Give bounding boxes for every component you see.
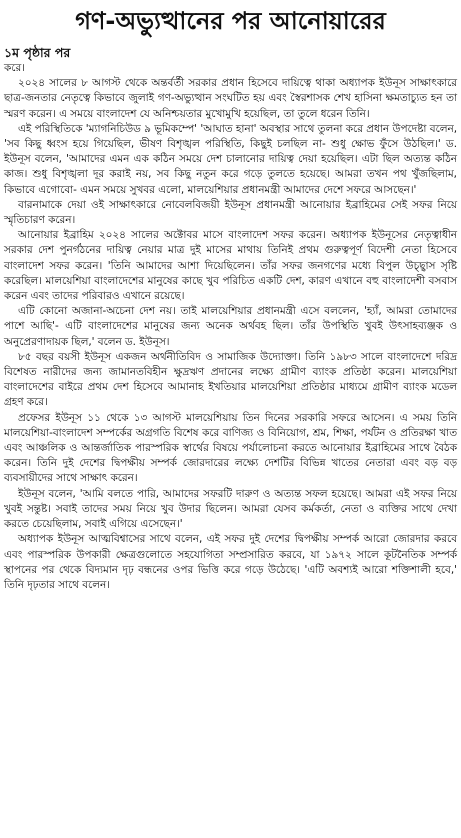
article-paragraph: আনোয়ার ইব্রাহিম ২০২৪ সালের অক্টোবর মাসে বাংলাদেশ সফর করেন। অধ্যাপক ইউনূসের নেতৃত্বাধীন সরকার দেশ পুনর্গঠনের দায়িত্ব নেয়ার মাত্র দুই মাসের মাথায় তিনিই প্রথম গুরুত্বপূর্ণ বিদেশী নেতা হিসেবে বাংলাদেশ সফর করেন। 'তিনি আমাদের আশা দিয়েছিলেন। তাঁর সফর জনগণের মধ্যে বিপুল উচ্ছ্বাস সৃষ্টি করেছিল। মালয়েশিয়া বাংলাদেশের মানুষের কাছে খুব পরিচিত একটি দেশ, কারণ এখানে বহু বাংলাদেশী বসবাস করেন এবং তাদের পরিবারও এখানে রয়েছে। xyxy=(4,229,457,303)
article-paragraph: করে। xyxy=(4,62,25,74)
article-body xyxy=(4,61,457,593)
article-paragraph: ২০২৪ সালের ৮ আগস্ট থেকে অন্তর্বর্তী সরকার প্রধান হিসেবে দায়িত্বে থাকা অধ্যাপক ইউনূস সাক্ষাৎকারে ছাত্র-জনতার নেতৃত্বে কিভাবে জুলাই গণ-অভ্যুত্থান সংঘটিত হয় এবং স্বৈরশাসক শেখ হাসিনা ক্ষমতাচ্যুত হন তা স্মরণ করেন। এ সময়ে বাংলাদেশ যে অনিশ্চয়তার মুখোমুখি হয়েছিল, তা তুলে ধরেন তিনি। xyxy=(4,77,457,120)
article-paragraph: বারনামাকে দেয়া ওই সাক্ষাৎকারে নোবেলবিজয়ী ইউনূস প্রধানমন্ত্রী আনোয়ার ইব্রাহিমের সেই সফর নিয়ে স্মৃতিচারণ করেন। xyxy=(4,198,457,227)
continued-from-label: ১ম পৃষ্ঠার পর xyxy=(4,45,71,60)
article-paragraph: ৮৫ বছর বয়সী ইউনূস একজন অর্থনীতিবিদ ও সামাজিক উদ্যোক্তা। তিনি ১৯৮৩ সালে বাংলাদেশে দরিদ্র বিশেষত নারীদের জন্য জামানতবিহীন ক্ষুদ্রঋণ প্রদানের লক্ষ্যে গ্রামীণ ব্যাংক প্রতিষ্ঠা করেন। মালয়েশিয়া বাংলাদেশের বাইরে প্রথম দেশ হিসেবে আমানাহ ইখতিয়ার মালয়েশিয়া প্রতিষ্ঠার মাধ্যমে গ্রামীণ ব্যাংক মডেল গ্রহণ করে। xyxy=(4,350,457,409)
article-paragraph: অধ্যাপক ইউনূস আত্মবিশ্বাসের সাথে বলেন, এই সফর দুই দেশের দ্বিপক্ষীয় সম্পর্ক আরো জোরদার করবে এবং পারস্পরিক উপকারী ক্ষেত্রগুলোতে সহযোগিতা সম্প্রসারিত করবে, যা ১৯৭২ সালে কূটনৈতিক সম্পর্ক স্থাপনের পর থেকে বিদ্যমান দৃঢ় বন্ধনের ওপর ভিত্তি করে গড়ে উঠেছে। 'এটি অবশ্যই আরো শক্তিশালী হবে,' তিনি দৃঢ়তার সাথে বলেন। xyxy=(4,533,457,591)
article-paragraph: এটি কোনো অজানা-অচেনা দেশ নয়। তাই মালয়েশিয়ার প্রধানমন্ত্রী এসে বললেন, 'হ্যাঁ, আমরা তোমাদের পাশে আছি'- এটি বাংলাদেশের মানুষের জন্য অনেক অর্থবহ ছিল। তাঁর উপস্থিতি খুবই উৎসাহব্যঞ্জক ও অনুপ্রেরণাদায়ক ছিল,' বলেন ড. ইউনূস। xyxy=(4,305,457,348)
article-paragraph: ইউনূস বলেন, 'আমি বলতে পারি, আমাদের সফরটি দারুণ ও অত্যন্ত সফল হয়েছে। আমরা এই সফর নিয়ে খুবই সন্তুষ্ট। সবাই তাদের সময় নিয়ে খুব উদার ছিলেন। আমরা যেসব কর্মকর্তা, নেতা ও ব্যক্তির সাথে দেখা করতে চেয়েছিলাম, সবাই এগিয়ে এসেছেন।' xyxy=(4,487,457,531)
article-paragraph: এই পরিস্থিতিকে 'ম্যাগনিচিউড ৯ ভূমিকম্পে' 'আঘাত হানা' অবস্থার সাথে তুলনা করে প্রধান উপদেষ্টা বলেন, 'সব কিছু ধ্বংস হয়ে গিয়েছিল, ভীষণ বিশৃঙ্খল পরিস্থিতি, কিছুই চলছিল না- শুধু ক্ষোভ ফুঁসে উঠছিল।' ড. ইউনূস বলেন, 'আমাদের এমন এক কঠিন সময়ে দেশ চালানোর দায়িত্ব দেয়া হয়েছিল। এটা ছিল অত্যন্ত কঠিন কাজ। শুধু বিশৃঙ্খলা দূর করাই নয়, সব কিছু নতুন করে গড়ে তুলতে হয়েছে। আমরা তখন পথ খুঁজছিলাম, কিভাবে এগোবো- এমন সময়ে সুখবর এলো, মালয়েশিয়ার প্রধানমন্ত্রী আমাদের দেশে সফরে আসছেন।' xyxy=(4,122,457,196)
article-paragraph: প্রফেসর ইউনূস ১১ থেকে ১৩ আগস্ট মালয়েশিয়ায় তিন দিনের সরকারি সফরে আসেন। এ সময় তিনি মালয়েশিয়া-বাংলাদেশ সম্পর্কের অগ্রগতি বিশেষ করে বাণিজ্য ও বিনিয়োগ, শ্রম, শিক্ষা, পর্যটন ও প্রতিরক্ষা খাত এবং আঞ্চলিক ও আন্তর্জাতিক পারস্পরিক স্বার্থের বিষয়ে পর্যালোচনা করতে আনোয়ার ইব্রাহিমের সাথে বৈঠক করেন। তিনি দুই দেশের দ্বিপক্ষীয় সম্পর্ক জোরদারের লক্ষ্যে দেশটির বিভিন্ন খাতের নেতারা এবং বড় বড় ব্যবসায়ীদের সাথে সাক্ষাৎ করেন। xyxy=(4,411,457,485)
article-headline: গণ-অভ্যুত্থানের পর আনোয়ারের xyxy=(75,7,386,35)
